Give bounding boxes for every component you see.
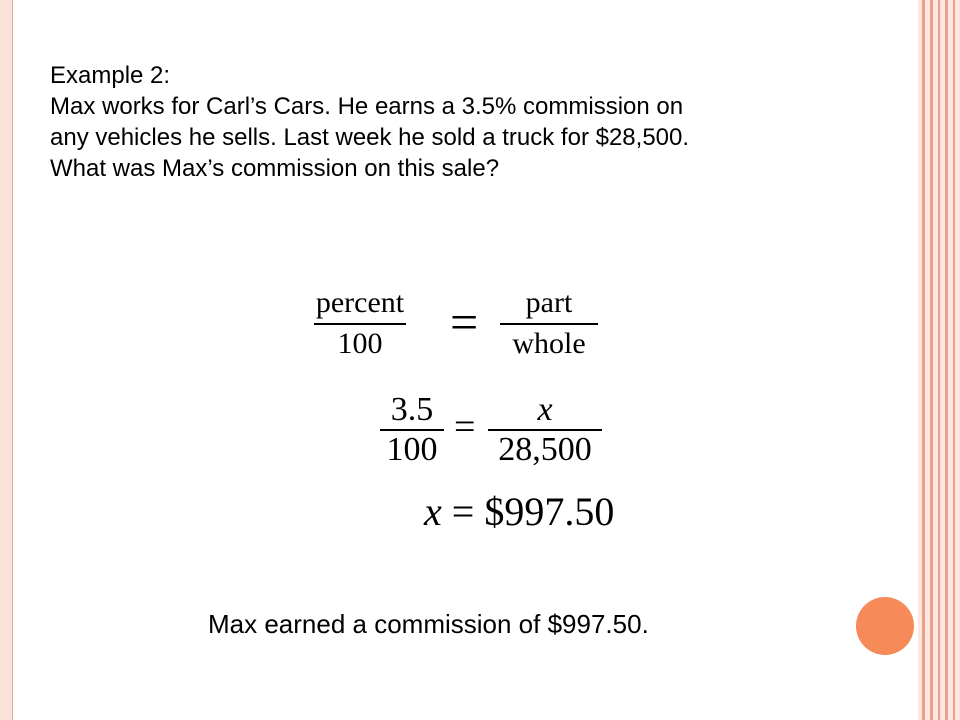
right-decorative-stripes xyxy=(918,0,960,720)
example-heading: Example 2: xyxy=(50,62,171,89)
solution-equals-sign: = xyxy=(451,489,475,534)
solution-variable: x xyxy=(424,489,442,534)
problem-line-1: Max works for Carl’s Cars. He earns a 3.5% commission on xyxy=(50,93,684,120)
solution-equation xyxy=(424,490,614,534)
percent-proportion-formula xyxy=(300,285,620,375)
fraction-percent-over-100 xyxy=(314,285,406,363)
proportion-left-numerator: 3.5 xyxy=(390,391,434,428)
answer-statement: Max earned a commission of $997.50. xyxy=(208,609,649,639)
solution-value: $997.50 xyxy=(484,489,615,534)
left-decorative-stripe xyxy=(0,0,13,720)
proportion-right-denominator: 28,500 xyxy=(498,431,592,468)
fraction-part-over-whole xyxy=(500,285,598,363)
formula-right-numerator: part xyxy=(525,286,573,319)
proportion-right-numerator: x xyxy=(537,391,553,428)
orange-circle-decoration xyxy=(856,597,914,655)
formula-left-numerator: percent xyxy=(315,286,405,319)
fraction-3-5-over-100 xyxy=(380,392,444,469)
formula-equals-sign: = xyxy=(450,294,479,350)
proportion-equals-sign: = xyxy=(454,406,476,448)
commission-proportion xyxy=(380,392,620,472)
formula-right-denominator: whole xyxy=(512,327,586,360)
problem-statement xyxy=(50,60,910,184)
formula-left-denominator: 100 xyxy=(337,327,383,360)
problem-line-3: What was Max’s commission on this sale? xyxy=(50,155,500,182)
problem-line-2: any vehicles he sells. Last week he sold a truck for $28,500. xyxy=(50,124,690,151)
proportion-left-denominator: 100 xyxy=(386,431,438,468)
fraction-x-over-28500 xyxy=(488,392,602,469)
